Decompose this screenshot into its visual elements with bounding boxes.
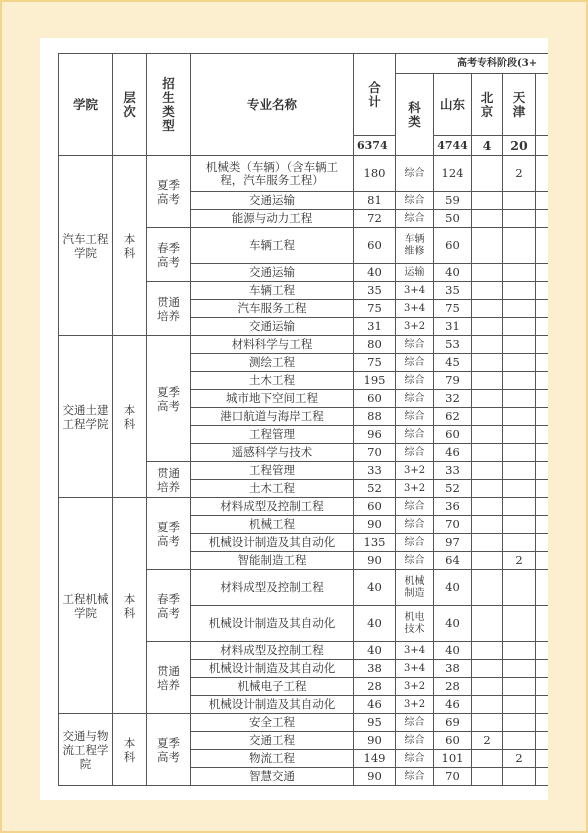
subject-cell: 综合 [396, 516, 434, 534]
tianjin-cell [503, 300, 536, 318]
tianjin-cell [503, 210, 536, 228]
cut-off-cell [536, 408, 549, 426]
total-cell: 72 [354, 210, 396, 228]
subject-cell: 综合 [396, 426, 434, 444]
beijing-cell [472, 318, 503, 336]
tianjin-cell [503, 696, 536, 714]
cut-off-cell [536, 318, 549, 336]
major-cell: 车辆工程 [191, 228, 354, 264]
shandong-cell: 60 [434, 732, 472, 750]
beijing-cell [472, 264, 503, 282]
subject-cell: 综合 [396, 534, 434, 552]
shandong-cell: 70 [434, 768, 472, 786]
admission-type-cell: 春季高考 [147, 228, 191, 282]
cut-off-cell [536, 426, 549, 444]
total-beijing: 4 [472, 136, 503, 156]
total-shandong: 4744 [434, 136, 472, 156]
tianjin-cell [503, 192, 536, 210]
tianjin-cell [503, 282, 536, 300]
subject-cell: 3+2 [396, 318, 434, 336]
shandong-cell: 60 [434, 426, 472, 444]
total-cell: 60 [354, 390, 396, 408]
total-cell: 90 [354, 552, 396, 570]
subject-cell: 3+4 [396, 282, 434, 300]
header-total: 合计 [354, 54, 396, 136]
cut-off-cell [536, 678, 549, 696]
admission-type-cell: 春季高考 [147, 570, 191, 642]
beijing-cell [472, 696, 503, 714]
tianjin-cell [503, 660, 536, 678]
cut-off-cell [536, 210, 549, 228]
college-cell: 交通土建工程学院 [59, 336, 113, 498]
shandong-cell: 40 [434, 606, 472, 642]
beijing-cell [472, 192, 503, 210]
total-cell: 149 [354, 750, 396, 768]
tianjin-cell [503, 426, 536, 444]
cut-off-cell [536, 336, 549, 354]
tianjin-cell [503, 570, 536, 606]
beijing-cell [472, 462, 503, 480]
beijing-cell [472, 390, 503, 408]
total-cell: 28 [354, 678, 396, 696]
total-cell: 75 [354, 300, 396, 318]
shandong-cell: 59 [434, 192, 472, 210]
subject-cell: 综合 [396, 552, 434, 570]
admission-type-cell: 夏季高考 [147, 336, 191, 462]
total-cell: 70 [354, 444, 396, 462]
shandong-cell: 35 [434, 282, 472, 300]
major-cell: 测绘工程 [191, 354, 354, 372]
cut-off-cell [536, 696, 549, 714]
shandong-cell: 62 [434, 408, 472, 426]
admission-type-cell: 夏季高考 [147, 714, 191, 786]
cut-off-cell [536, 606, 549, 642]
tianjin-cell [503, 516, 536, 534]
tianjin-cell [503, 678, 536, 696]
cut-off-cell [536, 264, 549, 282]
total-cell: 31 [354, 318, 396, 336]
header-level: 层次 [113, 54, 147, 156]
total-cell: 180 [354, 156, 396, 192]
admission-type-cell: 贯通培养 [147, 282, 191, 336]
tianjin-cell [503, 714, 536, 732]
tianjin-cell [503, 642, 536, 660]
cut-off-cell [536, 534, 549, 552]
subject-cell: 3+2 [396, 462, 434, 480]
shandong-cell: 40 [434, 570, 472, 606]
cut-off-cell [536, 714, 549, 732]
header-province-beijing: 北京 [472, 74, 503, 136]
total-cell: 90 [354, 768, 396, 786]
shandong-cell: 52 [434, 480, 472, 498]
major-cell: 遥感科学与技术 [191, 444, 354, 462]
total-cell: 195 [354, 372, 396, 390]
total-cell: 81 [354, 192, 396, 210]
major-cell: 机械设计制造及其自动化 [191, 606, 354, 642]
admission-type-cell: 夏季高考 [147, 156, 191, 228]
major-cell: 工程管理 [191, 462, 354, 480]
cut-off-cell [536, 282, 549, 300]
tianjin-cell: 2 [503, 552, 536, 570]
total-cell: 52 [354, 480, 396, 498]
subject-cell: 综合 [396, 354, 434, 372]
header-subject: 科类 [396, 74, 434, 156]
subject-cell: 3+4 [396, 642, 434, 660]
major-cell: 材料成型及控制工程 [191, 570, 354, 606]
header-province-tianjin: 天津 [503, 74, 536, 136]
college-cell: 汽车工程学院 [59, 156, 113, 336]
beijing-cell [472, 336, 503, 354]
subject-cell: 机电技术 [396, 606, 434, 642]
subject-cell: 综合 [396, 768, 434, 786]
subject-cell: 综合 [396, 498, 434, 516]
total-cut-off [536, 136, 549, 156]
subject-cell: 车辆维修 [396, 228, 434, 264]
table-row [59, 156, 549, 192]
total-tianjin: 20 [503, 136, 536, 156]
tianjin-cell [503, 534, 536, 552]
admission-type-cell: 夏季高考 [147, 498, 191, 570]
tianjin-cell: 2 [503, 750, 536, 768]
total-cell: 40 [354, 570, 396, 606]
shandong-cell: 46 [434, 696, 472, 714]
tianjin-cell [503, 498, 536, 516]
major-cell: 机械设计制造及其自动化 [191, 660, 354, 678]
total-cell: 75 [354, 354, 396, 372]
cut-off-cell [536, 480, 549, 498]
major-cell: 能源与动力工程 [191, 210, 354, 228]
major-cell: 交通运输 [191, 192, 354, 210]
beijing-cell: 2 [472, 732, 503, 750]
subject-cell: 3+2 [396, 678, 434, 696]
beijing-cell [472, 408, 503, 426]
cut-off-cell [536, 300, 549, 318]
table-body [59, 156, 549, 786]
header-college: 学院 [59, 54, 113, 156]
total-cell: 40 [354, 606, 396, 642]
header-major: 专业名称 [191, 54, 354, 156]
shandong-cell: 124 [434, 156, 472, 192]
beijing-cell [472, 156, 503, 192]
header-cut-off [536, 74, 549, 136]
major-cell: 材料成型及控制工程 [191, 498, 354, 516]
subject-cell: 综合 [396, 210, 434, 228]
shandong-cell: 97 [434, 534, 472, 552]
cut-off-cell [536, 390, 549, 408]
shandong-cell: 75 [434, 300, 472, 318]
total-cell: 40 [354, 264, 396, 282]
cut-off-cell [536, 750, 549, 768]
shandong-cell: 40 [434, 264, 472, 282]
major-cell: 机械设计制造及其自动化 [191, 696, 354, 714]
beijing-cell [472, 300, 503, 318]
major-cell: 交通运输 [191, 264, 354, 282]
subject-cell: 3+2 [396, 480, 434, 498]
subject-cell: 综合 [396, 390, 434, 408]
total-cell: 35 [354, 282, 396, 300]
tianjin-cell [503, 354, 536, 372]
total-cell: 90 [354, 732, 396, 750]
level-cell: 本科 [113, 498, 147, 714]
major-cell: 汽车服务工程 [191, 300, 354, 318]
level-cell: 本科 [113, 714, 147, 786]
beijing-cell [472, 228, 503, 264]
total-cell: 60 [354, 228, 396, 264]
cut-off-cell [536, 156, 549, 192]
shandong-cell: 33 [434, 462, 472, 480]
subject-cell: 综合 [396, 372, 434, 390]
subject-cell: 综合 [396, 750, 434, 768]
shandong-cell: 70 [434, 516, 472, 534]
beijing-cell [472, 570, 503, 606]
tianjin-cell [503, 336, 536, 354]
beijing-cell [472, 282, 503, 300]
cut-off-cell [536, 372, 549, 390]
major-cell: 车辆工程 [191, 282, 354, 300]
header-plan-group: 高考专科阶段(3+ [396, 54, 549, 74]
major-cell: 材料成型及控制工程 [191, 642, 354, 660]
college-cell: 交通与物流工程学院 [59, 714, 113, 786]
cut-off-cell [536, 228, 549, 264]
beijing-cell [472, 606, 503, 642]
tianjin-cell [503, 390, 536, 408]
major-cell: 交通工程 [191, 732, 354, 750]
subject-cell: 综合 [396, 444, 434, 462]
shandong-cell: 50 [434, 210, 472, 228]
beijing-cell [472, 714, 503, 732]
tianjin-cell [503, 318, 536, 336]
major-cell: 港口航道与海岸工程 [191, 408, 354, 426]
beijing-cell [472, 354, 503, 372]
tianjin-cell: 2 [503, 156, 536, 192]
beijing-cell [472, 516, 503, 534]
tianjin-cell [503, 462, 536, 480]
beijing-cell [472, 534, 503, 552]
tianjin-cell [503, 372, 536, 390]
beijing-cell [472, 498, 503, 516]
total-cell: 80 [354, 336, 396, 354]
total-cell: 38 [354, 660, 396, 678]
cut-off-cell [536, 660, 549, 678]
major-cell: 机械设计制造及其自动化 [191, 534, 354, 552]
total-cell: 96 [354, 426, 396, 444]
cut-off-cell [536, 570, 549, 606]
major-cell: 安全工程 [191, 714, 354, 732]
total-sum: 6374 [354, 136, 396, 156]
total-cell: 95 [354, 714, 396, 732]
shandong-cell: 32 [434, 390, 472, 408]
table-row [59, 498, 549, 516]
major-cell: 交通运输 [191, 318, 354, 336]
tianjin-cell [503, 408, 536, 426]
major-cell: 机械类（车辆）（含车辆工程，汽车服务工程） [191, 156, 354, 192]
shandong-cell: 31 [434, 318, 472, 336]
shandong-cell: 69 [434, 714, 472, 732]
subject-cell: 3+2 [396, 696, 434, 714]
tianjin-cell [503, 480, 536, 498]
subject-cell: 3+4 [396, 660, 434, 678]
total-cell: 88 [354, 408, 396, 426]
admission-type-cell: 贯通培养 [147, 642, 191, 714]
total-cell: 46 [354, 696, 396, 714]
major-cell: 智慧交通 [191, 768, 354, 786]
shandong-cell: 38 [434, 660, 472, 678]
subject-cell: 综合 [396, 408, 434, 426]
total-cell: 40 [354, 642, 396, 660]
beijing-cell [472, 642, 503, 660]
college-cell: 工程机械学院 [59, 498, 113, 714]
cut-off-cell [536, 354, 549, 372]
table-row [59, 336, 549, 354]
shandong-cell: 45 [434, 354, 472, 372]
header-province-shandong: 山东 [434, 74, 472, 136]
cut-off-cell [536, 642, 549, 660]
major-cell: 机械工程 [191, 516, 354, 534]
header-type: 招生类型 [147, 54, 191, 156]
beijing-cell [472, 678, 503, 696]
subject-cell: 综合 [396, 156, 434, 192]
shandong-cell: 101 [434, 750, 472, 768]
cut-off-cell [536, 516, 549, 534]
major-cell: 土木工程 [191, 372, 354, 390]
shandong-cell: 64 [434, 552, 472, 570]
beijing-cell [472, 444, 503, 462]
subject-cell: 综合 [396, 336, 434, 354]
major-cell: 智能制造工程 [191, 552, 354, 570]
subject-cell: 机械制造 [396, 570, 434, 606]
cut-off-cell [536, 444, 549, 462]
shandong-cell: 28 [434, 678, 472, 696]
beijing-cell [472, 426, 503, 444]
tianjin-cell [503, 444, 536, 462]
beijing-cell [472, 768, 503, 786]
tianjin-cell [503, 606, 536, 642]
admission-type-cell: 贯通培养 [147, 462, 191, 498]
major-cell: 工程管理 [191, 426, 354, 444]
subject-cell: 综合 [396, 192, 434, 210]
cut-off-cell [536, 732, 549, 750]
total-cell: 33 [354, 462, 396, 480]
major-cell: 城市地下空间工程 [191, 390, 354, 408]
shandong-cell: 53 [434, 336, 472, 354]
cut-off-cell [536, 552, 549, 570]
cut-off-cell [536, 192, 549, 210]
tianjin-cell [503, 768, 536, 786]
shandong-cell: 36 [434, 498, 472, 516]
beijing-cell [472, 372, 503, 390]
subject-cell: 综合 [396, 714, 434, 732]
total-cell: 135 [354, 534, 396, 552]
shandong-cell: 40 [434, 642, 472, 660]
major-cell: 物流工程 [191, 750, 354, 768]
cut-off-cell [536, 462, 549, 480]
beijing-cell [472, 660, 503, 678]
beijing-cell [472, 552, 503, 570]
document-sheet [40, 38, 548, 800]
major-cell: 材料科学与工程 [191, 336, 354, 354]
beijing-cell [472, 750, 503, 768]
subject-cell: 综合 [396, 732, 434, 750]
subject-cell: 3+4 [396, 300, 434, 318]
shandong-cell: 60 [434, 228, 472, 264]
table-row [59, 714, 549, 732]
tianjin-cell [503, 228, 536, 264]
total-cell: 90 [354, 516, 396, 534]
shandong-cell: 79 [434, 372, 472, 390]
beijing-cell [472, 210, 503, 228]
cut-off-cell [536, 498, 549, 516]
major-cell: 机械电子工程 [191, 678, 354, 696]
enrollment-plan-table [58, 53, 548, 786]
tianjin-cell [503, 264, 536, 282]
tianjin-cell [503, 732, 536, 750]
cut-off-cell [536, 768, 549, 786]
shandong-cell: 46 [434, 444, 472, 462]
level-cell: 本科 [113, 336, 147, 498]
beijing-cell [472, 480, 503, 498]
subject-cell: 运输 [396, 264, 434, 282]
major-cell: 土木工程 [191, 480, 354, 498]
total-cell: 60 [354, 498, 396, 516]
level-cell: 本科 [113, 156, 147, 336]
